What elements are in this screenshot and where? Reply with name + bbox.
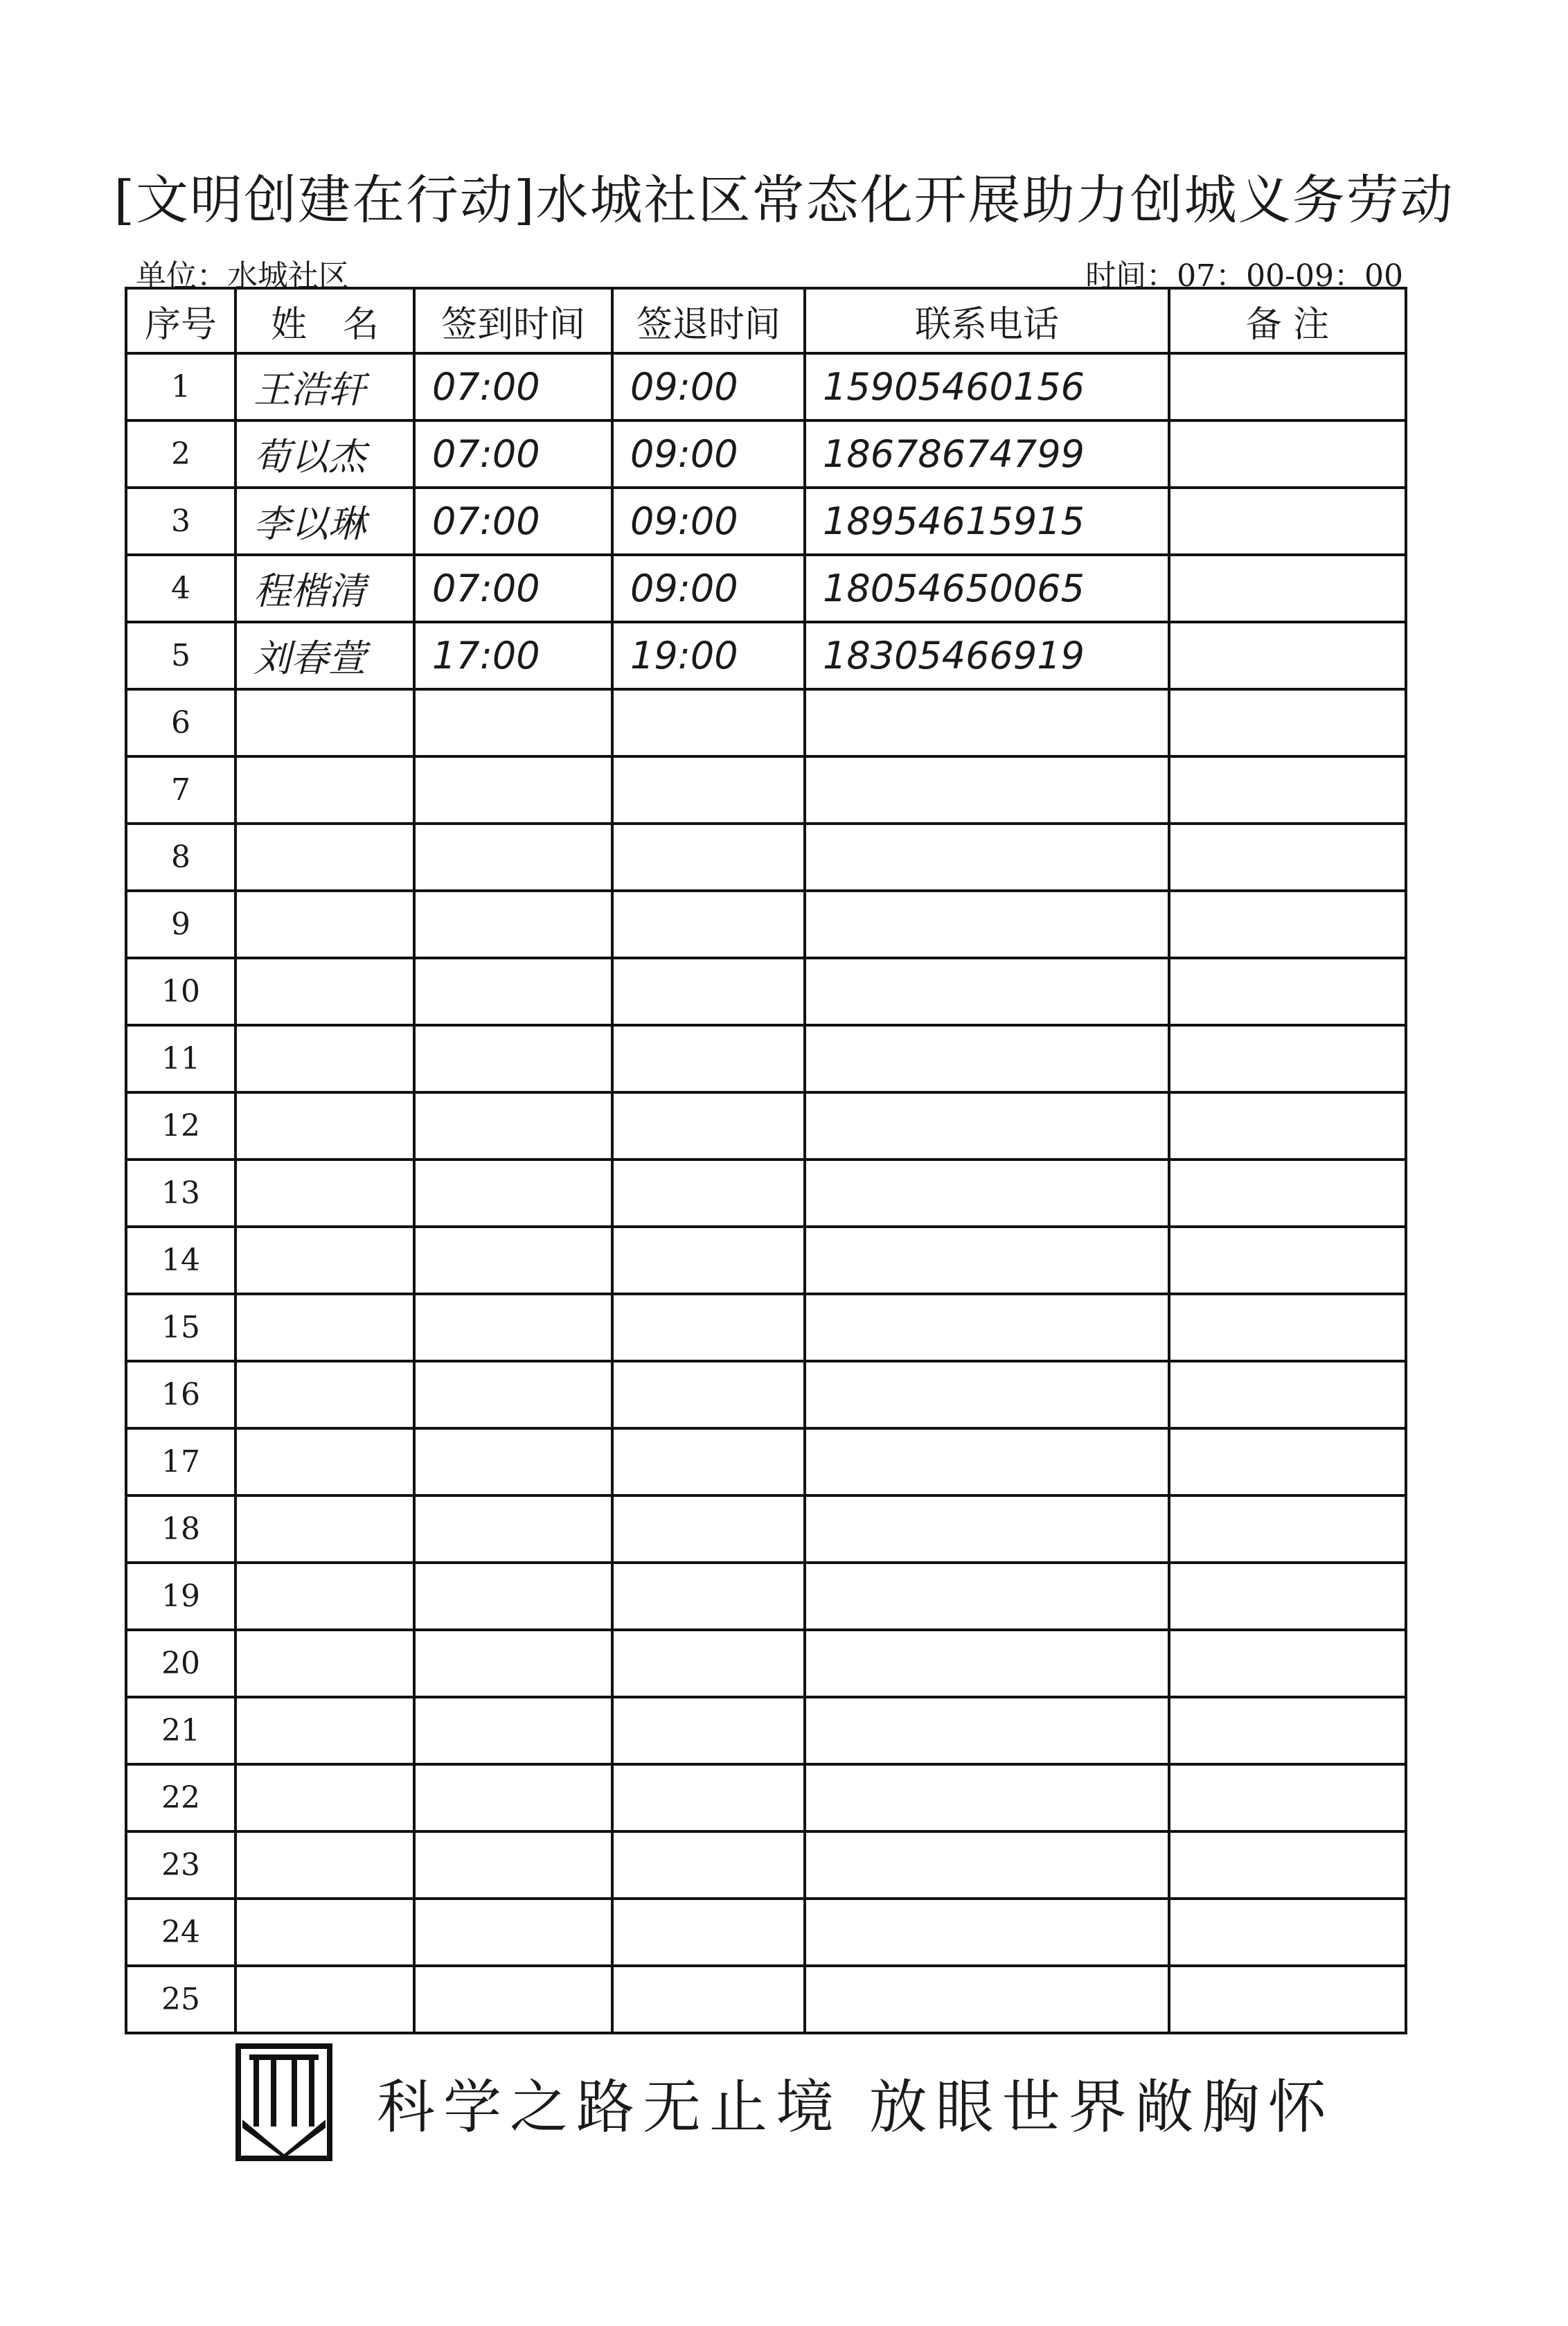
phone-cell (805, 1294, 1169, 1361)
note-cell (1169, 1899, 1406, 1966)
checkout-cell (612, 1227, 805, 1294)
checkin-cell (414, 1899, 612, 1966)
checkout-cell (612, 1495, 805, 1563)
name-cell: 王浩轩 (235, 353, 414, 420)
checkin-cell (414, 1227, 612, 1294)
row-number: 1 (126, 353, 235, 420)
table-row (126, 1966, 1406, 2033)
table-row (126, 1092, 1406, 1160)
building-logo-icon (235, 2043, 332, 2161)
phone-cell (805, 756, 1169, 824)
name-cell (235, 824, 414, 891)
checkin-cell (414, 1563, 612, 1630)
name-cell (235, 1697, 414, 1764)
checkout-cell: 09:00 (612, 353, 805, 420)
checkin-cell (414, 756, 612, 824)
checkout-cell: 09:00 (612, 488, 805, 555)
checkout-cell (612, 1160, 805, 1227)
phone-cell (805, 689, 1169, 756)
checkin-cell (414, 1025, 612, 1092)
row-number: 23 (126, 1831, 235, 1899)
checkout-cell: 09:00 (612, 420, 805, 488)
note-cell (1169, 891, 1406, 958)
note-cell (1169, 1227, 1406, 1294)
checkin-cell (414, 1294, 612, 1361)
checkin-cell: 07:00 (414, 555, 612, 622)
name-cell (235, 1227, 414, 1294)
phone-cell (805, 1563, 1169, 1630)
table-row (126, 488, 1406, 555)
row-number: 19 (126, 1563, 235, 1630)
header-phone: 联系电话 (805, 288, 1169, 353)
checkout-cell (612, 1294, 805, 1361)
phone-cell: 18054650065 (805, 555, 1169, 622)
row-number: 16 (126, 1361, 235, 1428)
row-number: 4 (126, 555, 235, 622)
name-cell (235, 1831, 414, 1899)
table-row (126, 1025, 1406, 1092)
note-cell (1169, 1563, 1406, 1630)
name-cell: 李以琳 (235, 488, 414, 555)
name-cell (235, 891, 414, 958)
checkin-cell (414, 1428, 612, 1495)
checkin-cell (414, 1630, 612, 1697)
checkin-cell (414, 689, 612, 756)
header-checkin: 签到时间 (414, 288, 612, 353)
phone-cell: 18954615915 (805, 488, 1169, 555)
checkout-cell (612, 1563, 805, 1630)
page-title: [文明创建在行动]水城社区常态化开展助力创城义务劳动 (114, 169, 1454, 231)
phone-cell (805, 958, 1169, 1025)
table-row (126, 1160, 1406, 1227)
header-note: 备 注 (1169, 288, 1406, 353)
table-row (126, 958, 1406, 1025)
checkout-cell (612, 1630, 805, 1697)
checkin-cell (414, 891, 612, 958)
checkin-cell (414, 1697, 612, 1764)
checkout-cell: 09:00 (612, 555, 805, 622)
note-cell (1169, 1966, 1406, 2033)
checkin-cell (414, 1160, 612, 1227)
row-number: 9 (126, 891, 235, 958)
name-cell (235, 1563, 414, 1630)
name-cell (235, 1025, 414, 1092)
table-row (126, 1294, 1406, 1361)
checkout-cell (612, 1361, 805, 1428)
table-header-row (126, 288, 1406, 353)
checkout-cell (612, 1831, 805, 1899)
checkin-cell (414, 824, 612, 891)
checkout-cell (612, 1966, 805, 2033)
checkout-cell (612, 824, 805, 891)
row-number: 7 (126, 756, 235, 824)
row-number: 8 (126, 824, 235, 891)
table-row (126, 756, 1406, 824)
table-row (126, 689, 1406, 756)
table-row (126, 1899, 1406, 1966)
note-cell (1169, 689, 1406, 756)
note-cell (1169, 958, 1406, 1025)
phone-cell (805, 1092, 1169, 1160)
checkin-cell: 07:00 (414, 420, 612, 488)
checkout-cell (612, 958, 805, 1025)
row-number: 21 (126, 1697, 235, 1764)
phone-cell (805, 1697, 1169, 1764)
checkout-cell (612, 1092, 805, 1160)
name-cell (235, 1966, 414, 2033)
name-cell: 刘春萱 (235, 622, 414, 689)
row-number: 10 (126, 958, 235, 1025)
table-row (126, 1227, 1406, 1294)
checkin-cell (414, 1966, 612, 2033)
table-row (126, 1630, 1406, 1697)
phone-cell: 15905460156 (805, 353, 1169, 420)
table-row (126, 420, 1406, 488)
note-cell (1169, 1831, 1406, 1899)
row-number: 6 (126, 689, 235, 756)
name-cell: 程楷清 (235, 555, 414, 622)
signin-table (125, 287, 1407, 2034)
table-row (126, 555, 1406, 622)
table-row (126, 622, 1406, 689)
phone-cell: 18305466919 (805, 622, 1169, 689)
name-cell (235, 1294, 414, 1361)
row-number: 12 (126, 1092, 235, 1160)
row-number: 24 (126, 1899, 235, 1966)
table-row (126, 1697, 1406, 1764)
phone-cell (805, 1227, 1169, 1294)
note-cell (1169, 622, 1406, 689)
phone-cell (805, 1160, 1169, 1227)
phone-cell (805, 1764, 1169, 1831)
table-row (126, 1361, 1406, 1428)
checkout-cell: 19:00 (612, 622, 805, 689)
row-number: 17 (126, 1428, 235, 1495)
note-cell (1169, 1025, 1406, 1092)
checkout-cell (612, 1025, 805, 1092)
table-row (126, 1428, 1406, 1495)
name-cell (235, 1899, 414, 1966)
phone-cell (805, 1899, 1169, 1966)
name-cell (235, 1092, 414, 1160)
phone-cell (805, 1831, 1169, 1899)
name-cell (235, 1630, 414, 1697)
name-cell (235, 1495, 414, 1563)
note-cell (1169, 488, 1406, 555)
footer (235, 2043, 1335, 2161)
name-cell (235, 958, 414, 1025)
table-row (126, 1495, 1406, 1563)
note-cell (1169, 1092, 1406, 1160)
phone-cell (805, 1630, 1169, 1697)
time-label: 时间：07：00-09：00 (1085, 258, 1403, 294)
phone-cell (805, 824, 1169, 891)
phone-cell (805, 891, 1169, 958)
table-row (126, 1831, 1406, 1899)
name-cell (235, 1764, 414, 1831)
phone-cell (805, 1966, 1169, 2033)
header-checkout: 签退时间 (612, 288, 805, 353)
phone-cell (805, 1361, 1169, 1428)
header-no: 序号 (126, 288, 235, 353)
note-cell (1169, 1294, 1406, 1361)
name-cell (235, 756, 414, 824)
checkin-cell: 17:00 (414, 622, 612, 689)
table-row (126, 891, 1406, 958)
note-cell (1169, 555, 1406, 622)
checkout-cell (612, 689, 805, 756)
note-cell (1169, 420, 1406, 488)
row-number: 18 (126, 1495, 235, 1563)
phone-cell (805, 1495, 1169, 1563)
note-cell (1169, 1495, 1406, 1563)
table-row (126, 353, 1406, 420)
row-number: 25 (126, 1966, 235, 2033)
note-cell (1169, 1361, 1406, 1428)
row-number: 22 (126, 1764, 235, 1831)
row-number: 5 (126, 622, 235, 689)
checkout-cell (612, 1899, 805, 1966)
checkin-cell (414, 1764, 612, 1831)
name-cell (235, 689, 414, 756)
note-cell (1169, 353, 1406, 420)
phone-cell: 18678674799 (805, 420, 1169, 488)
checkout-cell (612, 1764, 805, 1831)
checkin-cell (414, 1092, 612, 1160)
name-cell: 荀以杰 (235, 420, 414, 488)
row-number: 15 (126, 1294, 235, 1361)
note-cell (1169, 1630, 1406, 1697)
checkout-cell (612, 1428, 805, 1495)
name-cell (235, 1428, 414, 1495)
row-number: 13 (126, 1160, 235, 1227)
row-number: 3 (126, 488, 235, 555)
table-row (126, 1563, 1406, 1630)
checkin-cell (414, 1495, 612, 1563)
checkin-cell (414, 958, 612, 1025)
note-cell (1169, 756, 1406, 824)
row-number: 20 (126, 1630, 235, 1697)
checkin-cell (414, 1831, 612, 1899)
note-cell (1169, 824, 1406, 891)
checkin-cell (414, 1361, 612, 1428)
note-cell (1169, 1428, 1406, 1495)
checkout-cell (612, 1697, 805, 1764)
phone-cell (805, 1025, 1169, 1092)
row-number: 14 (126, 1227, 235, 1294)
note-cell (1169, 1697, 1406, 1764)
unit-label: 单位：水城社区 (136, 258, 349, 294)
header-name: 姓 名 (235, 288, 414, 353)
table-row (126, 824, 1406, 891)
name-cell (235, 1361, 414, 1428)
checkin-cell: 07:00 (414, 488, 612, 555)
checkin-cell: 07:00 (414, 353, 612, 420)
row-number: 11 (126, 1025, 235, 1092)
note-cell (1169, 1764, 1406, 1831)
phone-cell (805, 1428, 1169, 1495)
checkout-cell (612, 756, 805, 824)
table-row (126, 1764, 1406, 1831)
slogan: 科学之路无止境 放眼世界敞胸怀 (377, 2072, 1335, 2141)
note-cell (1169, 1160, 1406, 1227)
checkout-cell (612, 891, 805, 958)
name-cell (235, 1160, 414, 1227)
row-number: 2 (126, 420, 235, 488)
